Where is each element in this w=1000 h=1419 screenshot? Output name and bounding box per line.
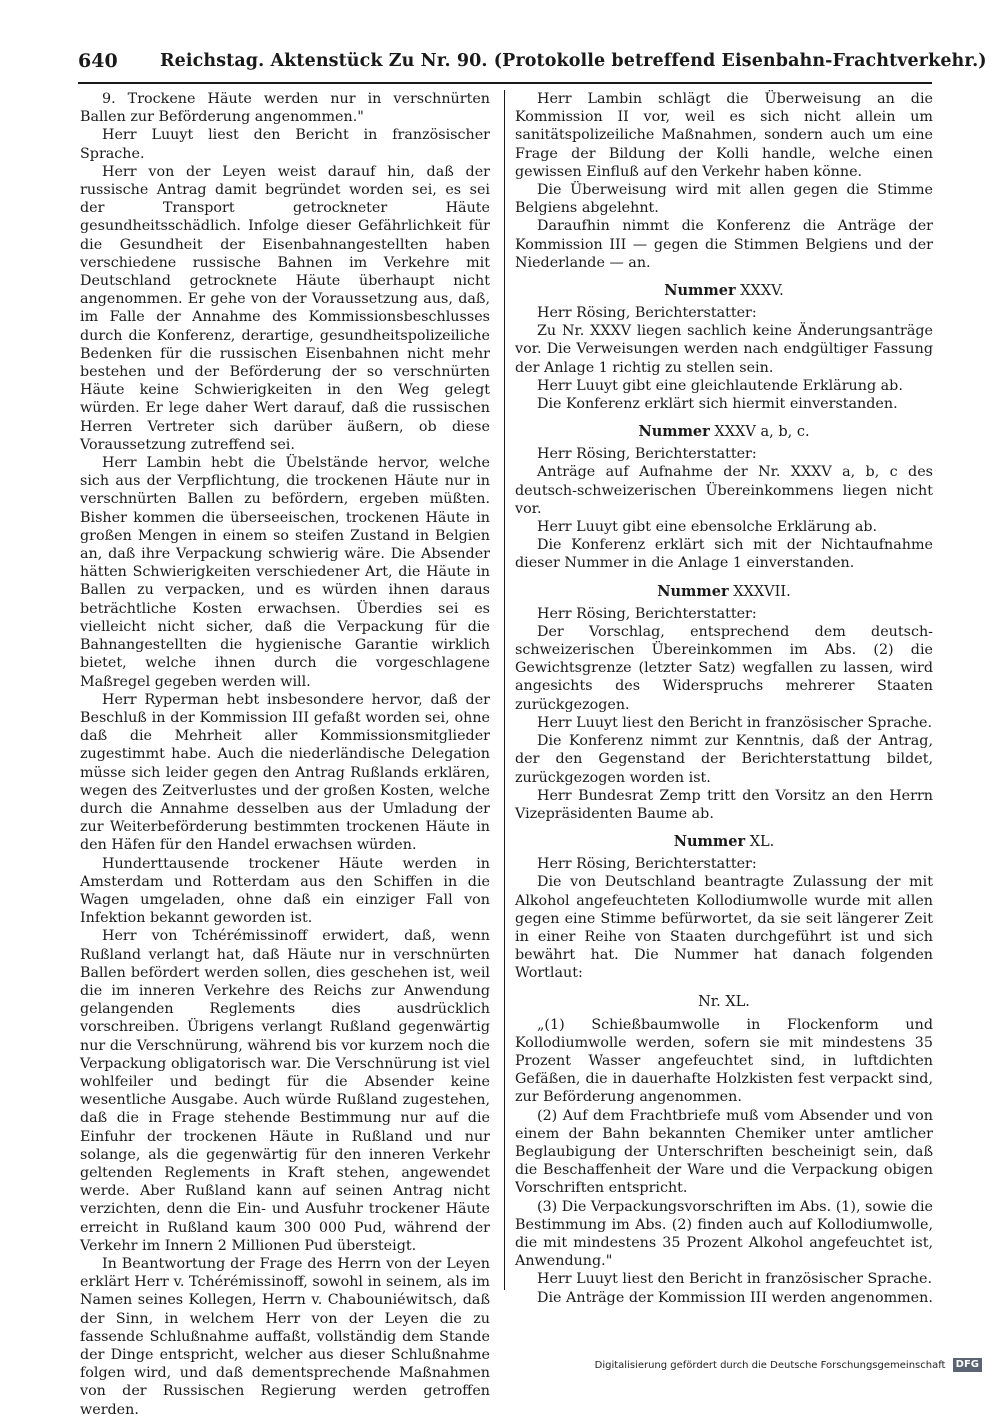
paragraph: Anträge auf Aufnahme der Nr. XXXV a, b, c des deutsch-schweizerischen Übereinkommens liegen nicht vor. [515, 464, 933, 517]
quote-paragraph: „(1) Schießbaumwolle in Flockenform und Kollodiumwolle werden, sofern sie mit mindestens 35 Prozent Wasser angefeuchtet sind, in luftdichten Gefäßen, die in dauerhafte Holzkisten fest verpackt sind, zur Beförderung angenommen. [515, 1016, 933, 1106]
paragraph: Die Konferenz nimmt zur Kenntnis, daß der Antrag, der den Gegenstand der Berichterstattung bildet, zurückgezogen worden ist. [515, 733, 933, 786]
paragraph: Die Konferenz erklärt sich mit der Nichtaufnahme dieser Nummer in die Anlage 1 einverstanden. [515, 537, 933, 572]
column-divider [504, 90, 505, 1290]
paragraph: Herr Lambin schlägt die Überweisung an die Kommission II vor, weil es sich nicht allein um sanitätspolizeiliche Maßnahmen, sondern auch um eine Frage der Bildung der Kolli handle, welche einen gewissen Einfluß auf den Verkehr haben könne. [515, 91, 933, 180]
paragraph: Herr Luuyt gibt eine ebensolche Erklärung ab. [537, 519, 878, 536]
paragraph: Herr von der Leyen weist darauf hin, daß der russische Antrag damit begründet worden sei, es sei der Transport getrockneter Häute gesundheitsschädlich. Infolge dieser Gefährlichkeit für die Gesundheit der Eisenbahnangestellten haben verschiedene russische Bahnen im Verkehre mit Deutschland getrocknete Häute überhaupt nicht angenommen. Er gehe von der Voraussetzung aus, daß, im Falle der Annahme des Kommissionsbeschlusses durch die Konferenz, derartige, gesundheitspolizeiliche Bedenken für die russischen Eisenbahnen nicht mehr bestehen und der Beförderung der so verschnürten Häute keine Schwierigkeiten in den Weg gelegt würden. Er lege daher Wert darauf, daß die russischen Herren Vertreter sich darüber äußern, ob diese Voraussetzung zutreffend sei. [80, 163, 490, 453]
paragraph: Herr von Tchérémissinoff erwidert, daß, wenn Rußland verlangt hat, daß Häute nur in verschnürten Ballen befördert werden sollen, dies geschehen ist, weil die im inneren Verkehre des Reichs zur Anwendung gelangenden Reglements dies ausdrücklich vorschreiben. Übrigens verlangt Rußland gegenwärtig nur die Verschnürung, während bis vor kurzem noch die Verpackung obligatorisch war. Die Verschnürung ist viel wohlfeiler und bedingt für die Absender keine wesentliche Ausgabe. Auch würde Rußland zugestehen, daß die in Frage stehende Bestimmung nur auf die Einfuhr der trockenen Häute in Rußland und nur solange, als die gegenwärtig für den inneren Verkehr geltenden Reglements in Kraft stehen, angewendet werde. Aber Rußland kann auf seinen Antrag nicht verzichten, denn die Ein- und Ausfuhr trockener Häute erreicht in Rußland kaum 300 000 Pud, während der Verkehr im Innern 2 Millionen Pud übersteigt. [80, 928, 490, 1254]
section-heading [515, 582, 933, 602]
quote-paragraph: (3) Die Verpackungsvorschriften im Abs. (1), sowie die Bestimmung im Abs. (2) finden auch auf Kollodiumwolle, die mit mindestens 35 Prozent Alkohol angefeuchtet ist, Anwendung." [515, 1198, 933, 1270]
section-heading-keyword: Nummer [664, 282, 736, 300]
section-heading-number: XXXV a, b, c. [714, 424, 810, 441]
section-heading [515, 832, 933, 852]
section-heading-keyword: Nummer [638, 423, 710, 441]
paragraph: Herr Rösing, Berichterstatter: [537, 856, 757, 873]
paragraph: In Beantwortung der Frage des Herrn von der Leyen erklärt Herr v. Tchérémissinoff, sowohl in seinem, als im Namen seines Kollegen, Herrn v. Chabouniéwitsch, daß der Sinn, in welchem Herr von der Leyen die zu fassende Schlußnahme auffaßt, vollständig dem Stande der Dinge entspricht, welcher aus dieser Schlußnahme folgen wird, und daß dementsprechende Maßnahmen von der Russischen Regierung werden getroffen werden. [80, 1256, 490, 1418]
page-number: 640 [78, 50, 118, 72]
paragraph: 9. Trockene Häute werden nur in verschnürten Ballen zur Beförderung angenommen." [80, 91, 490, 126]
paragraph: Herr Ryperman hebt insbesondere hervor, daß der Beschluß in der Kommission III gefaßt worden sei, ohne daß die Mehrheit aller Kommissionsmitglieder zugestimmt habe. Auch die niederländische Delegation müsse sich leider gegen den Antrag Rußlands erklären, wegen des Zeitverlustes und der großen Kosten, welche durch die Annahme desselben aus der Umladung der zur Weiterbeförderung bestimmten trockenen Häute in den Häfen für den Handel erwachsen würden. [80, 691, 490, 854]
paragraph: Zu Nr. XXXV liegen sachlich keine Änderungsanträge vor. Die Verweisungen werden nach endgültiger Fassung der Anlage 1 richtig zu stellen sein. [515, 323, 933, 376]
section-heading-number: XL. [749, 834, 775, 851]
paragraph: Hunderttausende trockener Häute werden in Amsterdam und Rotterdam aus den Schiffen in die Wagen umgeladen, ohne daß ein einziger Fall von Infektion bekannt geworden ist. [80, 855, 490, 927]
footer-text: Digitalisierung gefördert durch die Deutsche Forschungsgemeinschaft [594, 1360, 946, 1371]
paragraph: Herr Lambin hebt die Übelstände hervor, welche sich aus der Verpflichtung, die trockenen Häute nur in verschnürten Ballen zu befördern, ergeben müßten. Bisher kommen die überseeischen, trockenen Häute in großen Mengen in einem so steifen Zustand in Belgien an, daß ihre Verpackung schwierig wäre. Die Absender hätten Schwierigkeiten verschiedener Art, die Häute in Ballen zu verpacken, und es würden ihnen daraus beträchtliche Kosten erwachsen. Überdies sei es vielleicht nicht sicher, daß die Verpackung für die Bahnangestellten die hygienische Garantie wirklich bietet, welche ihnen durch die vorgeschlagene Maßregel gegeben werden will. [80, 455, 490, 690]
section-heading [515, 422, 933, 442]
header-rule [78, 82, 932, 84]
nr-heading: Nr. XL. [698, 993, 750, 1010]
section-heading-keyword: Nummer [657, 582, 729, 600]
section-heading-number: XXXVII. [733, 583, 791, 600]
header-title: Reichstag. Aktenstück Zu Nr. 90. (Protokolle betreffend Eisenbahn-Frachtverkehr.) [160, 51, 987, 71]
digitization-footer [595, 1357, 982, 1375]
paragraph: Die Anträge der Kommission III werden angenommen. [537, 1289, 933, 1306]
paragraph: Daraufhin nimmt die Konferenz die Anträge der Kommission III — gegen die Stimmen Belgiens und der Niederlande — an. [515, 218, 933, 271]
paragraph: Herr Luuyt liest den Bericht in französischer Sprache. [537, 714, 933, 731]
paragraph: Die Konferenz erklärt sich hiermit einverstanden. [537, 396, 898, 413]
paragraph: Der Vorschlag, entsprechend dem deutsch-schweizerischen Übereinkommen im Abs. (2) die Gewichtsgrenze (letzter Satz) wegfallen zu lassen, wird angesichts des Widerspruchs mehrerer Staaten zurückgezogen. [515, 623, 933, 713]
paragraph: Die Überweisung wird mit allen gegen die Stimme Belgiens abgelehnt. [515, 182, 933, 217]
left-column [80, 90, 490, 1419]
right-column [515, 90, 933, 1307]
running-header [78, 46, 987, 80]
paragraph: Herr Luuyt liest den Bericht in französischer Sprache. [80, 127, 490, 162]
paragraph: Herr Rösing, Berichterstatter: [537, 605, 757, 622]
paragraph: Herr Rösing, Berichterstatter: [537, 446, 757, 463]
paragraph: Herr Luuyt gibt eine gleichlautende Erklärung ab. [537, 377, 903, 394]
dfg-logo: DFG [953, 1358, 982, 1372]
paragraph: Herr Rösing, Berichterstatter: [537, 305, 757, 322]
section-heading-number: XXXV. [740, 283, 784, 300]
paragraph: Herr Luuyt liest den Bericht in französischer Sprache. [537, 1271, 933, 1288]
quote-paragraph: (2) Auf dem Frachtbriefe muß vom Absender und von einem der Bahn bekannten Chemiker unter amtlicher Beglaubigung der Unterschriften bescheinigt sein, daß die Beschaffenheit der Ware und die Verpackung obigen Vorschriften entspricht. [515, 1107, 933, 1197]
section-heading-keyword: Nummer [673, 833, 746, 851]
paragraph: Die von Deutschland beantragte Zulassung der mit Alkohol angefeuchteten Kollodiumwolle wurde mit allen gegen eine Stimme befürwortet, da sie seit längerer Zeit in einer Reihe von Staaten durchgeführt ist und sich bewährt hat. Die Nummer hat danach folgenden Wortlaut: [515, 874, 933, 982]
paragraph: Herr Bundesrat Zemp tritt den Vorsitz an den Herrn Vizepräsidenten Baume ab. [515, 787, 933, 822]
section-heading [515, 281, 933, 301]
